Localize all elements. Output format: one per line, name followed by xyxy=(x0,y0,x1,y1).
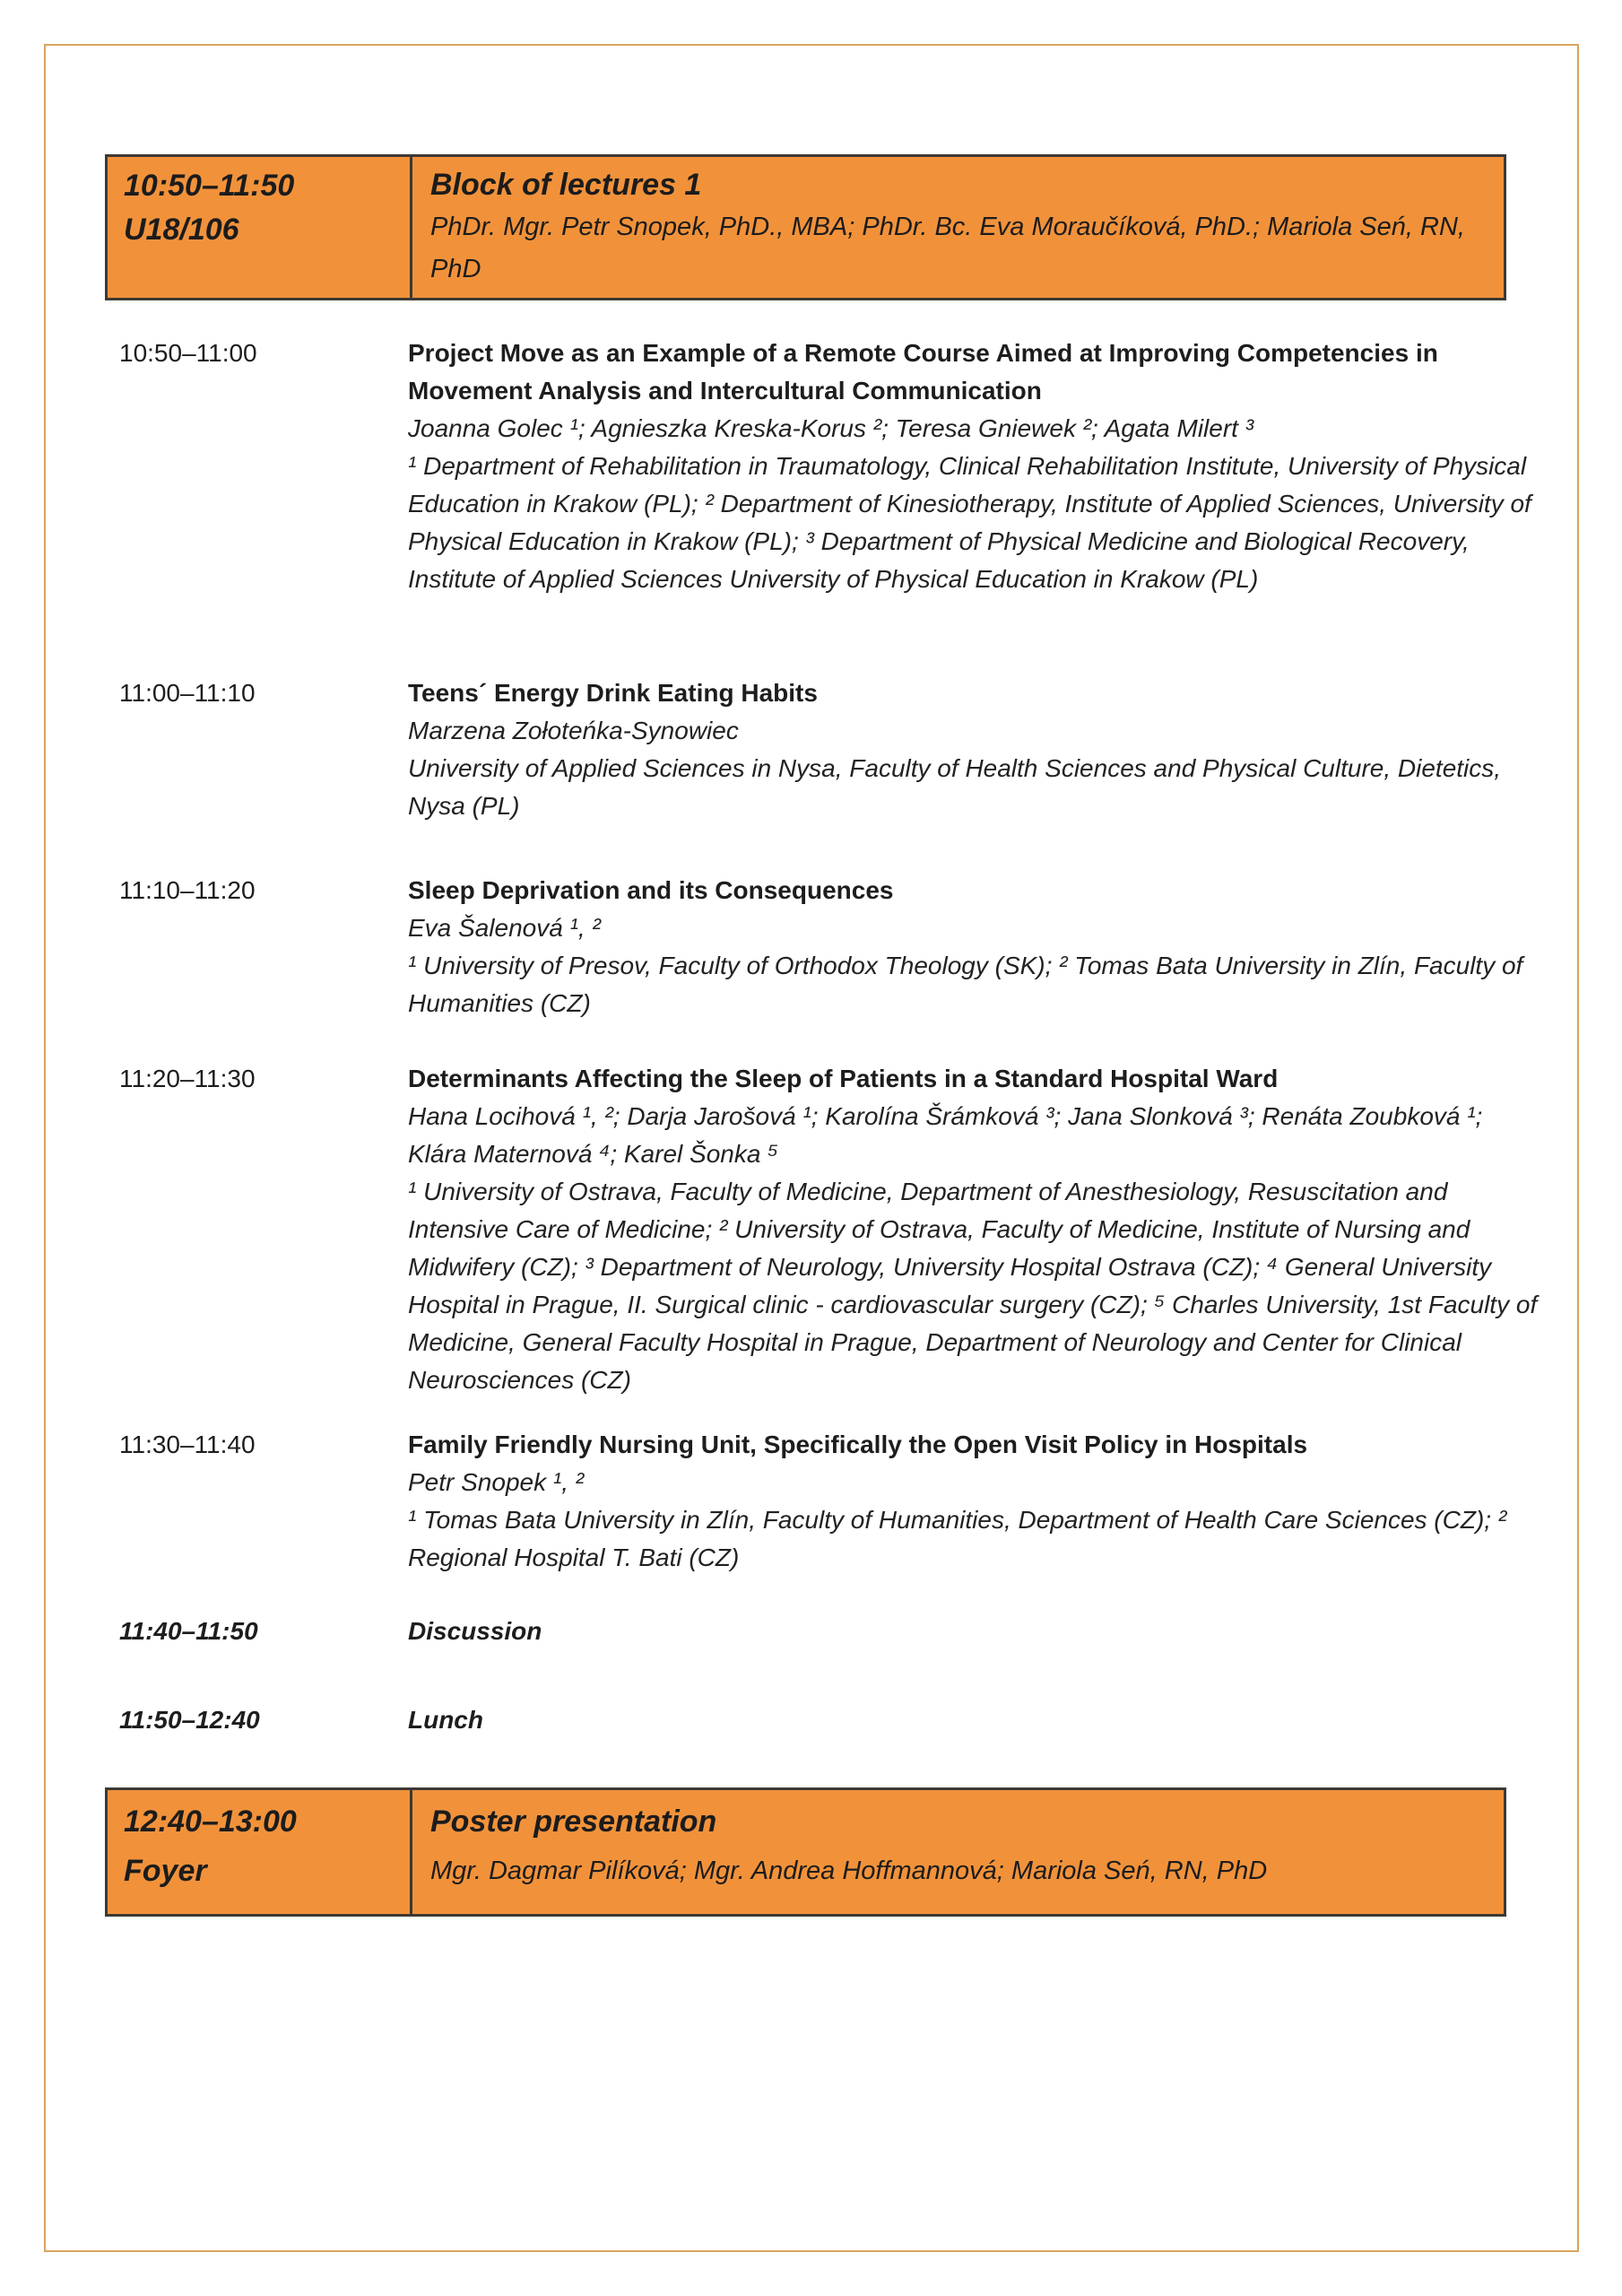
entry-time: 11:20–11:30 xyxy=(119,1065,256,1092)
entry-time: 11:40–11:50 xyxy=(119,1617,258,1645)
session-chairs: PhDr. Mgr. Petr Snopek, PhD., MBA; PhDr. Bc. Eva Moraučíková, PhD.; Mariola Seń, RN, PhD xyxy=(430,213,1465,283)
entry-affiliations: ¹ University of Ostrava, Faculty of Medicine, Department of Anesthesiology, Resuscitation and Intensive Care of Medicine; ² University of Ostrava, Faculty of Medicine, Institute of Nursing and Midwifery (CZ); ³ Department of Neurology, University Hospital Ostrava (CZ); ⁴ General University Hospital in Prague, II. Surgical clinic - cardiovascular surgery (CZ); ⁵ Charles University, 1st Faculty of Medicine, General Faculty Hospital in Prague, Department of Neurology and Center for Clinical Neurosciences (CZ) xyxy=(408,1178,1538,1394)
schedule-entry-lunch xyxy=(119,1701,1538,1739)
entry-authors: Marzena Zołoteńka-Synowiec xyxy=(408,717,739,744)
session-block-details xyxy=(412,1790,1504,1914)
entry-authors: Eva Šalenová ¹, ² xyxy=(408,914,601,942)
entry-content xyxy=(408,1060,1538,1399)
schedule-entry xyxy=(119,335,1538,598)
entry-affiliations: ¹ Tomas Bata University in Zlín, Faculty of Humanities, Department of Health Care Sciences (CZ); ² Regional Hospital T. Bati (CZ) xyxy=(408,1506,1507,1571)
schedule-entry xyxy=(119,1426,1538,1577)
schedule-entry xyxy=(119,1060,1538,1399)
entry-authors: Hana Locihová ¹, ²; Darja Jarošová ¹; Karolína Šrámková ³; Jana Slonková ³; Renáta Zoubková ¹; Klára Maternová ⁴; Karel Šonka ⁵ xyxy=(408,1102,1483,1168)
entry-content xyxy=(408,1613,1538,1650)
entry-time: 11:00–11:10 xyxy=(119,679,256,707)
session-room: Foyer xyxy=(124,1854,207,1888)
session-block-poster-presentation xyxy=(105,1787,1506,1917)
session-title: Poster presentation xyxy=(430,1805,717,1839)
entry-title: Teens´ Energy Drink Eating Habits xyxy=(408,679,818,707)
entry-time: 11:30–11:40 xyxy=(119,1431,256,1458)
entry-authors: Joanna Golec ¹; Agnieszka Kreska-Korus ²; Teresa Gniewek ²; Agata Milert ³ xyxy=(408,414,1254,442)
entry-title: Family Friendly Nursing Unit, Specifically the Open Visit Policy in Hospitals xyxy=(408,1431,1308,1458)
session-block-time-room xyxy=(108,1790,412,1914)
session-block-time-room xyxy=(108,157,412,298)
entry-content xyxy=(408,1426,1538,1577)
entry-title: Sleep Deprivation and its Consequences xyxy=(408,876,894,904)
entry-content xyxy=(408,674,1538,825)
entry-time: 11:10–11:20 xyxy=(119,876,256,904)
entry-time: 11:50–12:40 xyxy=(119,1706,260,1734)
entry-title: Project Move as an Example of a Remote Course Aimed at Improving Competencies in Movement Analysis and Intercultural Communication xyxy=(408,339,1438,404)
schedule-entry xyxy=(119,674,1538,825)
session-chairs: Mgr. Dagmar Pilíková; Mgr. Andrea Hoffmannová; Mariola Seń, RN, PhD xyxy=(430,1857,1268,1885)
session-time: 10:50–11:50 xyxy=(124,169,295,203)
entry-content xyxy=(408,1701,1538,1739)
entry-affiliations: ¹ Department of Rehabilitation in Traumatology, Clinical Rehabilitation Institute, University of Physical Education in Krakow (PL); ² Department of Kinesiotherapy, Institute of Applied Sciences, University of Physical Education in Krakow (PL); ³ Department of Physical Medicine and Biological Recovery, Institute of Applied Sciences University of Physical Education in Krakow (PL) xyxy=(408,452,1531,593)
session-title: Block of lectures 1 xyxy=(430,168,702,202)
entry-time: 10:50–11:00 xyxy=(119,339,257,367)
session-block-details xyxy=(412,157,1504,298)
schedule-entry-discussion xyxy=(119,1613,1538,1650)
entry-content xyxy=(408,872,1538,1022)
session-time: 12:40–13:00 xyxy=(124,1805,297,1839)
entry-title: Discussion xyxy=(408,1617,542,1645)
entry-title: Determinants Affecting the Sleep of Patients in a Standard Hospital Ward xyxy=(408,1065,1279,1092)
entry-affiliations: University of Applied Sciences in Nysa, Faculty of Health Sciences and Physical Culture, Dietetics, Nysa (PL) xyxy=(408,754,1502,820)
entry-authors: Petr Snopek ¹, ² xyxy=(408,1468,585,1496)
session-room: U18/106 xyxy=(124,213,239,247)
entry-title: Lunch xyxy=(408,1706,483,1734)
entry-content xyxy=(408,335,1538,598)
entry-affiliations: ¹ University of Presov, Faculty of Orthodox Theology (SK); ² Tomas Bata University in Zlín, Faculty of Humanities (CZ) xyxy=(408,952,1523,1017)
session-block-lectures-1 xyxy=(105,154,1506,300)
schedule-entry xyxy=(119,872,1538,1022)
